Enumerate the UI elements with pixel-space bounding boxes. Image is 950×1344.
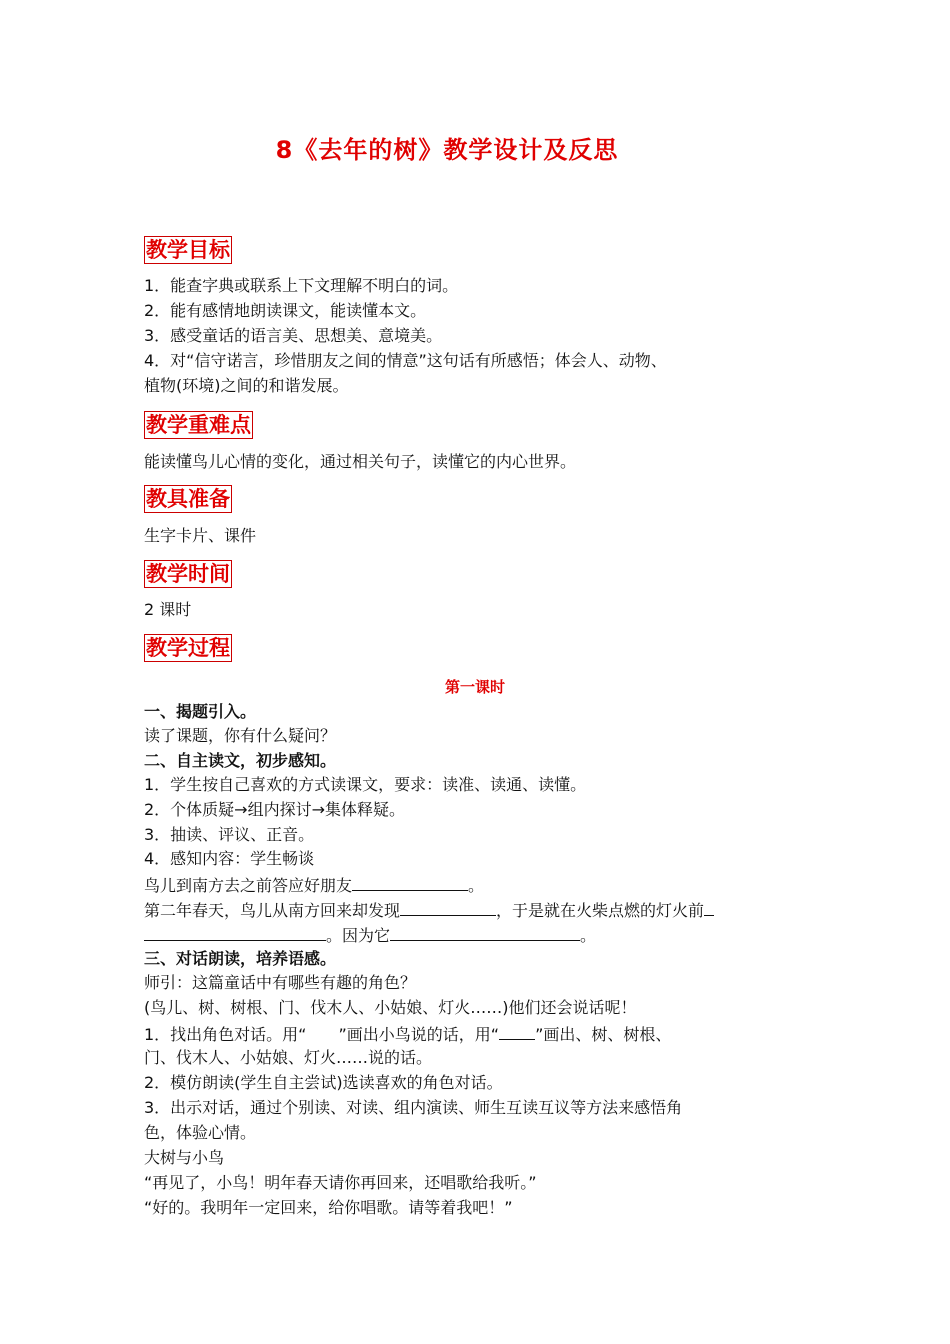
fill-blank-line bbox=[144, 897, 714, 923]
step-item-text: 1．找出角色对话。用“ bbox=[144, 1025, 307, 1044]
step-item: 1．学生按自己喜欢的方式读课文，要求：读准、读通、读懂。 bbox=[144, 775, 587, 794]
blank-underline bbox=[144, 922, 326, 941]
step-item bbox=[144, 1021, 671, 1047]
fill-text: 鸟儿到南方去之前答应好朋友 bbox=[144, 876, 353, 895]
blank-underline bbox=[352, 872, 468, 891]
dialog-line: “好的。我明年一定回来，给你唱歌。请等着我吧！” bbox=[144, 1198, 513, 1217]
step-item: 3．抽读、评议、正音。 bbox=[144, 825, 315, 844]
heading-teaching-tools: 教具准备 bbox=[146, 487, 230, 511]
blank-underline bbox=[400, 897, 496, 916]
fill-text: 第二年春天，鸟儿从南方回来却发现 bbox=[144, 901, 401, 920]
step-heading: 二、自主读文，初步感知。 bbox=[144, 751, 337, 770]
fill-blank-line bbox=[144, 872, 484, 898]
fill-text: 。 bbox=[468, 876, 485, 895]
key-points-text: 能读懂鸟儿心情的变化，通过相关句子，读懂它的内心世界。 bbox=[144, 452, 577, 471]
step-heading: 三、对话朗读，培养语感。 bbox=[144, 949, 337, 968]
step-text: 师引：这篇童话中有哪些有趣的角色？ bbox=[144, 973, 417, 992]
document-title: 8《去年的树》教学设计及反思 bbox=[275, 136, 619, 164]
heading-teaching-time: 教学时间 bbox=[146, 562, 230, 586]
step-item-continued: 门、伐木人、小姑娘、灯火……说的话。 bbox=[144, 1048, 433, 1067]
step-item: 4．感知内容：学生畅谈 bbox=[144, 849, 315, 868]
dialog-line: “再见了，小鸟！明年春天请你再回来，还唱歌给我听。” bbox=[144, 1173, 537, 1192]
heading-teaching-process: 教学过程 bbox=[146, 636, 230, 660]
teaching-tools-text: 生字卡片、课件 bbox=[144, 526, 257, 545]
goal-item: 2．能有感情地朗读课文，能读懂本文。 bbox=[144, 301, 427, 320]
step-item: 2．个体质疑→组内探讨→集体释疑。 bbox=[144, 800, 405, 819]
goal-item: 1．能查字典或联系上下文理解不明白的词。 bbox=[144, 276, 459, 295]
lesson-title: 第一课时 bbox=[444, 678, 505, 696]
step-item-text: ”画出小鸟说的话，用“ bbox=[338, 1025, 500, 1044]
goal-item: 3．感受童话的语言美、思想美、意境美。 bbox=[144, 326, 443, 345]
step-item: 3．出示对话，通过个别读、对读、组内演读、师生互读互议等方法来感悟角 bbox=[144, 1098, 683, 1117]
step-item: 2．模仿朗读(学生自主尝试)选读喜欢的角色对话。 bbox=[144, 1073, 503, 1092]
heading-key-points: 教学重难点 bbox=[146, 413, 251, 437]
step-heading: 一、揭题引入。 bbox=[144, 702, 257, 721]
step-text: 读了课题，你有什么疑问？ bbox=[144, 726, 337, 745]
dialog-title: 大树与小鸟 bbox=[144, 1148, 225, 1167]
step-item-continued: 色，体验心情。 bbox=[144, 1123, 257, 1142]
heading-teaching-goals: 教学目标 bbox=[146, 238, 230, 262]
blank-underline bbox=[390, 922, 580, 941]
fill-text: 。 bbox=[580, 926, 597, 945]
fill-text: 。因为它 bbox=[326, 926, 391, 945]
goal-item-continued: 植物(环境)之间的和谐发展。 bbox=[144, 376, 349, 395]
step-item-text: ”画出、树、树根、 bbox=[535, 1025, 672, 1044]
step-text: (鸟儿、树、树根、门、伐木人、小姑娘、灯火……)他们还会说话呢！ bbox=[144, 998, 637, 1017]
goal-item: 4．对“信守诺言，珍惜朋友之间的情意”这句话有所感悟；体会人、动物、 bbox=[144, 351, 667, 370]
teaching-time-text: 2 课时 bbox=[144, 600, 192, 619]
blank-underline bbox=[499, 1021, 535, 1040]
fill-text: ，于是就在火柴点燃的灯火前 bbox=[496, 901, 705, 920]
fill-blank-line bbox=[144, 922, 596, 948]
blank-underline bbox=[704, 897, 714, 916]
